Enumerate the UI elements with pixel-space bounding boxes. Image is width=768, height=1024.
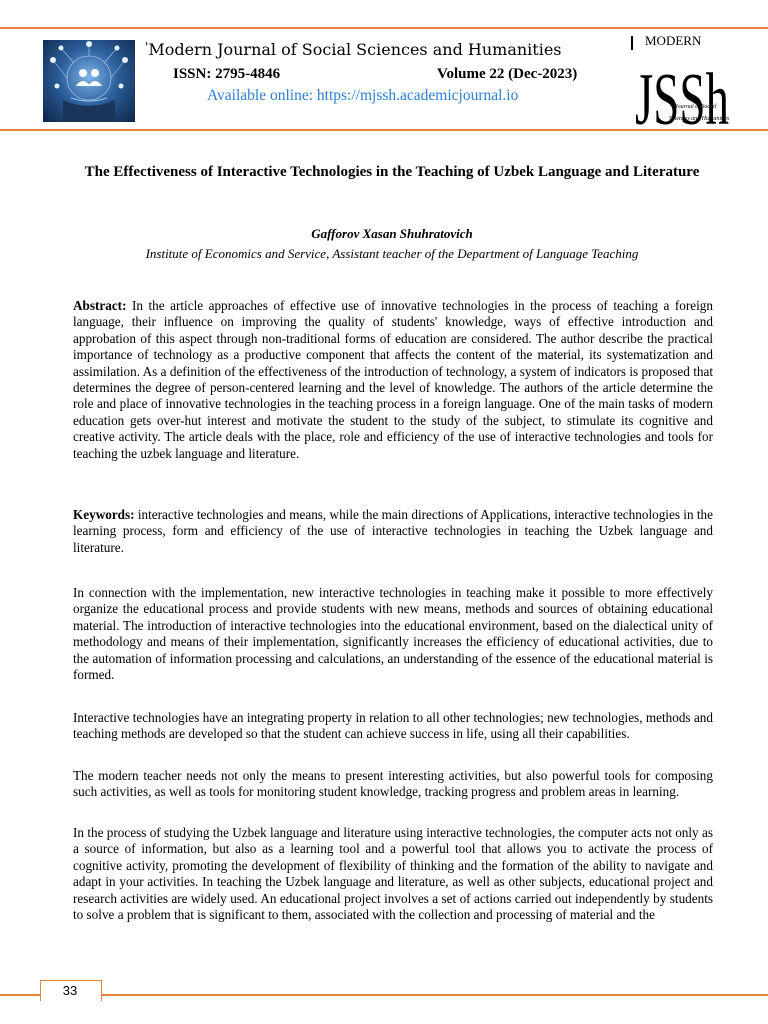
journal-volume: Volume 22 (Dec-2023): [437, 66, 578, 82]
journal-title: 'Modern Journal of Social Sciences and Humanities: [145, 40, 562, 59]
body-paragraph-4: In the process of studying the Uzbek language and literature using interactive technologies, the computer acts not only as a source of information, but also as a learning tool and a powerful tool that allows you to activate the process of cognitive activity, promoting the development of flexibility of thinking and the formation of the ability to navigate and adapt in your activities. In teaching the Uzbek language and literature, as well as other subjects, educational project and research activities are widely used. An educational project involves a set of actions carried out independently by students to solve a problem that is significant to them, associated with the collection and processing of material and the: [73, 825, 713, 923]
page-number: 33: [62, 983, 78, 998]
jssh-logo: [631, 28, 731, 128]
body-paragraph-1: In connection with the implementation, new interactive technologies in teaching make it possible to more effectively organize the educational process and provide students with new means, methods and sources of obtaining educational material. The introduction of interactive technologies into the educational environment, based on the dialectical unity of methodology and means of their implementation, significantly increases the efficiency of educational activities, due to the automation of information processing and calculations, an understanding of the essence of the educational material is formed.: [73, 585, 713, 683]
abstract-label: Abstract:: [73, 298, 127, 313]
header-bottom-rule: [0, 129, 768, 131]
journal-cover-image: [43, 40, 135, 122]
keywords: [73, 507, 713, 556]
author-name: Gafforov Xasan Shuhratovich: [311, 226, 473, 241]
logo-subtitle-1: Journal of Social: [675, 104, 717, 110]
journal-issn: ISSN: 2795-4846: [173, 66, 281, 82]
logo-letters: JSSh: [635, 59, 729, 128]
footer-rule: [0, 994, 768, 996]
body-paragraph-3: The modern teacher needs not only the means to present interesting activities, but also powerful tools for composing such activities, as well as tools for monitoring student knowledge, tracking progress and problem areas in learning.: [73, 768, 713, 800]
paper-title: The Effectiveness of Interactive Technologies in the Teaching of Uzbek Language and Literature: [84, 164, 700, 180]
author-affiliation: Institute of Economics and Service, Assistant teacher of the Department of Language Teaching: [145, 246, 639, 261]
logo-subtitle-2: Sciences and Humanities: [669, 116, 730, 122]
keywords-label: Keywords:: [73, 507, 135, 522]
logo-top-text: MODERN: [645, 33, 702, 48]
journal-online-link[interactable]: Available online: https://mjssh.academicjournal.io: [207, 87, 519, 104]
keywords-text: interactive technologies and means, while the main directions of Applications, interactive technologies in the learning process, form and efficiency of the use of interactive technologies in teaching the Uzbek language and literature.: [73, 507, 713, 555]
body-paragraph-2: Interactive technologies have an integrating property in relation to all other technologies; new technologies, methods and teaching methods are developed so that the student can achieve success in life, using all their capabilities.: [73, 710, 713, 742]
abstract: [73, 298, 713, 462]
abstract-text: In the article approaches of effective use of innovative technologies in the process of teaching a foreign language, their influence on improving the quality of students' knowledge, ways of effective introduction and approbation of this aspect through non-traditional forms of education are considered. The author describe the practical importance of technology as a productive component that affects the content of the material, its systematization and assimilation. As a definition of the effectiveness of the introduction of technology, a system of indicators is proposed that determines the degree of person-centered learning and the level of knowledge. The authors of the article determine the role and place of innovative technologies in the teaching process in a foreign language. One of the main tasks of modern education gets over-hut interest and motivate the student to the study of the subject, to stimulate its cognitive and creative activity. The article deals with the place, role and efficiency of the use of interactive technologies and tools for teaching the uzbek language and literature.: [73, 298, 713, 461]
